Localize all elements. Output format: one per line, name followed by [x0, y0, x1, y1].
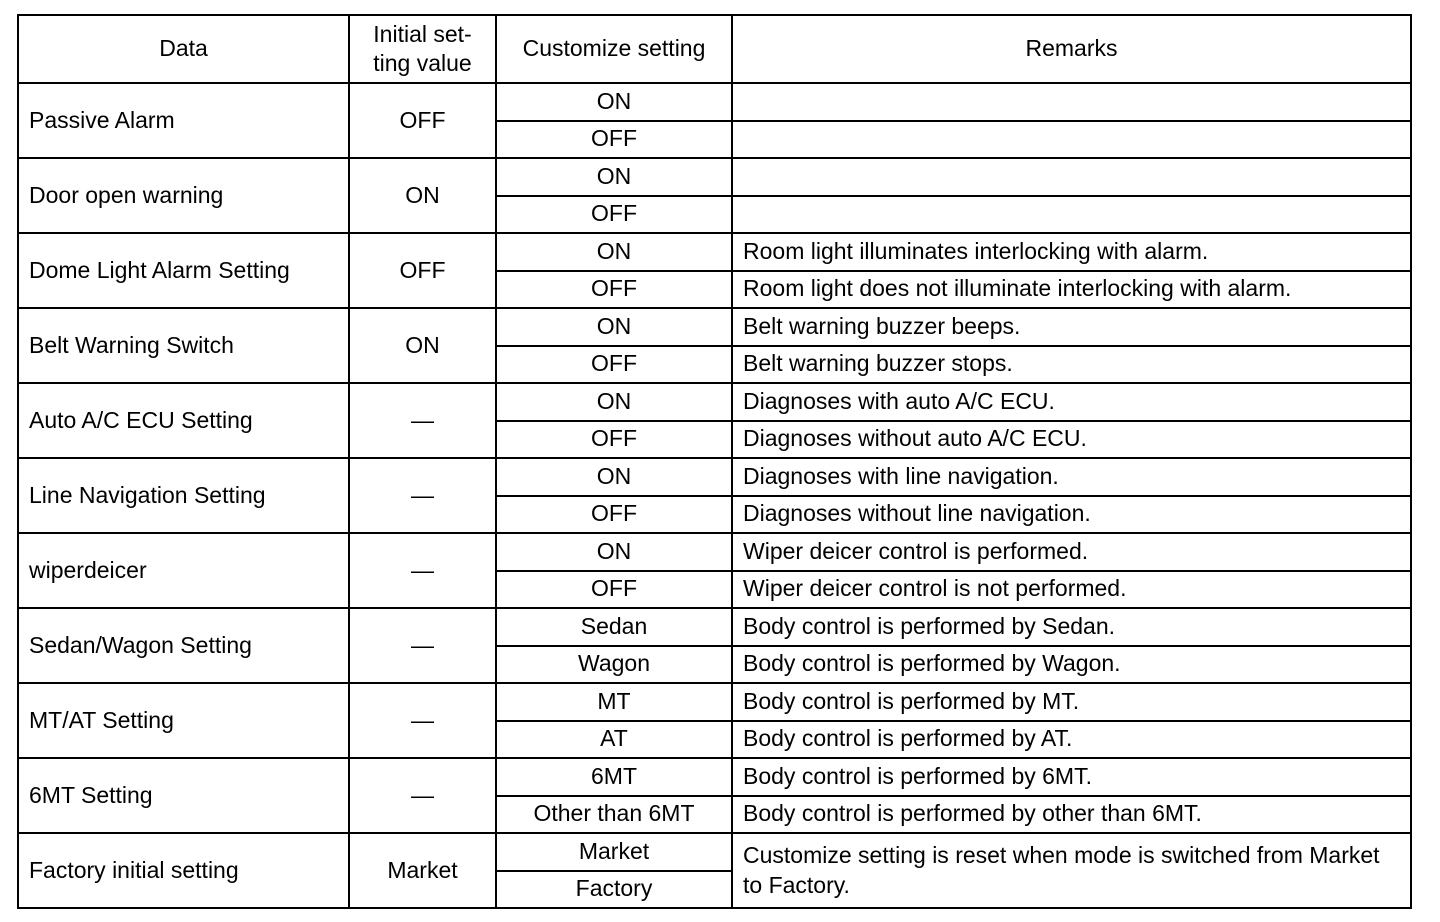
customize-option-cell: OFF	[496, 496, 732, 534]
customize-option-cell: Wagon	[496, 646, 732, 684]
remark-cell: Room light illuminates interlocking with alarm.	[732, 233, 1411, 271]
data-item-cell: wiperdeicer	[18, 533, 349, 608]
customize-option-cell: ON	[496, 233, 732, 271]
data-item-cell: Sedan/Wagon Setting	[18, 608, 349, 683]
data-item-cell: 6MT Setting	[18, 758, 349, 833]
table-row	[18, 233, 1411, 271]
customize-option-cell: ON	[496, 308, 732, 346]
merged-remark-cell: Customize setting is reset when mode is switched from Market to Factory.	[732, 833, 1411, 908]
data-item-cell: Factory initial setting	[18, 833, 349, 908]
customize-option-cell: MT	[496, 683, 732, 721]
remark-cell: Body control is performed by MT.	[732, 683, 1411, 721]
column-header-data: Data	[18, 15, 349, 83]
customize-option-cell: OFF	[496, 271, 732, 309]
remark-cell: Wiper deicer control is not performed.	[732, 571, 1411, 609]
customize-option-cell: ON	[496, 383, 732, 421]
table-row	[18, 158, 1411, 196]
initial-value-cell: —	[349, 533, 496, 608]
data-item-cell: Auto A/C ECU Setting	[18, 383, 349, 458]
remark-cell: Belt warning buzzer beeps.	[732, 308, 1411, 346]
initial-value-cell: —	[349, 758, 496, 833]
customize-option-cell: ON	[496, 158, 732, 196]
customize-option-cell: OFF	[496, 196, 732, 234]
customize-option-cell: Factory	[496, 871, 732, 909]
remark-cell	[732, 158, 1411, 196]
remark-cell: Body control is performed by other than 6MT.	[732, 796, 1411, 834]
column-header-initial-line2: ting value	[373, 50, 472, 76]
remark-cell	[732, 83, 1411, 121]
initial-value-cell: OFF	[349, 233, 496, 308]
customize-option-cell: OFF	[496, 421, 732, 459]
customize-option-cell: Market	[496, 833, 732, 871]
table-row	[18, 308, 1411, 346]
table-row	[18, 83, 1411, 121]
customize-option-cell: OFF	[496, 571, 732, 609]
initial-value-cell: —	[349, 383, 496, 458]
remark-cell: Diagnoses without auto A/C ECU.	[732, 421, 1411, 459]
remark-cell: Diagnoses without line navigation.	[732, 496, 1411, 534]
customize-option-cell: OFF	[496, 346, 732, 384]
remark-cell	[732, 121, 1411, 159]
initial-value-cell: OFF	[349, 83, 496, 158]
customize-option-cell: ON	[496, 83, 732, 121]
table-row	[18, 383, 1411, 421]
data-item-cell: MT/AT Setting	[18, 683, 349, 758]
customize-option-cell: ON	[496, 533, 732, 571]
column-header-initial-setting	[349, 15, 496, 83]
table-header-row	[18, 15, 1411, 83]
customize-option-cell: ON	[496, 458, 732, 496]
remark-cell: Diagnoses with auto A/C ECU.	[732, 383, 1411, 421]
customize-option-cell: AT	[496, 721, 732, 759]
remark-cell: Belt warning buzzer stops.	[732, 346, 1411, 384]
data-item-cell: Line Navigation Setting	[18, 458, 349, 533]
remark-cell: Diagnoses with line navigation.	[732, 458, 1411, 496]
remark-cell: Wiper deicer control is performed.	[732, 533, 1411, 571]
customize-option-cell: Sedan	[496, 608, 732, 646]
customize-option-cell: OFF	[496, 121, 732, 159]
data-item-cell: Passive Alarm	[18, 83, 349, 158]
customize-settings-table	[17, 14, 1412, 909]
customize-option-cell: 6MT	[496, 758, 732, 796]
data-item-cell: Dome Light Alarm Setting	[18, 233, 349, 308]
remark-cell: Body control is performed by AT.	[732, 721, 1411, 759]
table-row	[18, 683, 1411, 721]
data-item-cell: Door open warning	[18, 158, 349, 233]
initial-value-cell: ON	[349, 158, 496, 233]
initial-value-cell: —	[349, 458, 496, 533]
table-row	[18, 608, 1411, 646]
initial-value-cell: Market	[349, 833, 496, 908]
settings-table-container	[17, 14, 1410, 909]
customize-option-cell: Other than 6MT	[496, 796, 732, 834]
table-row	[18, 533, 1411, 571]
column-header-remarks: Remarks	[732, 15, 1411, 83]
remark-cell	[732, 196, 1411, 234]
remark-cell: Body control is performed by Sedan.	[732, 608, 1411, 646]
data-item-cell: Belt Warning Switch	[18, 308, 349, 383]
table-row	[18, 758, 1411, 796]
table-row	[18, 833, 1411, 871]
initial-value-cell: ON	[349, 308, 496, 383]
column-header-initial-line1: Initial set-	[373, 21, 472, 48]
initial-value-cell: —	[349, 683, 496, 758]
remark-cell: Body control is performed by 6MT.	[732, 758, 1411, 796]
initial-value-cell: —	[349, 608, 496, 683]
table-row	[18, 458, 1411, 496]
remark-cell: Body control is performed by Wagon.	[732, 646, 1411, 684]
column-header-customize-setting: Customize setting	[496, 15, 732, 83]
remark-cell: Room light does not illuminate interlocking with alarm.	[732, 271, 1411, 309]
